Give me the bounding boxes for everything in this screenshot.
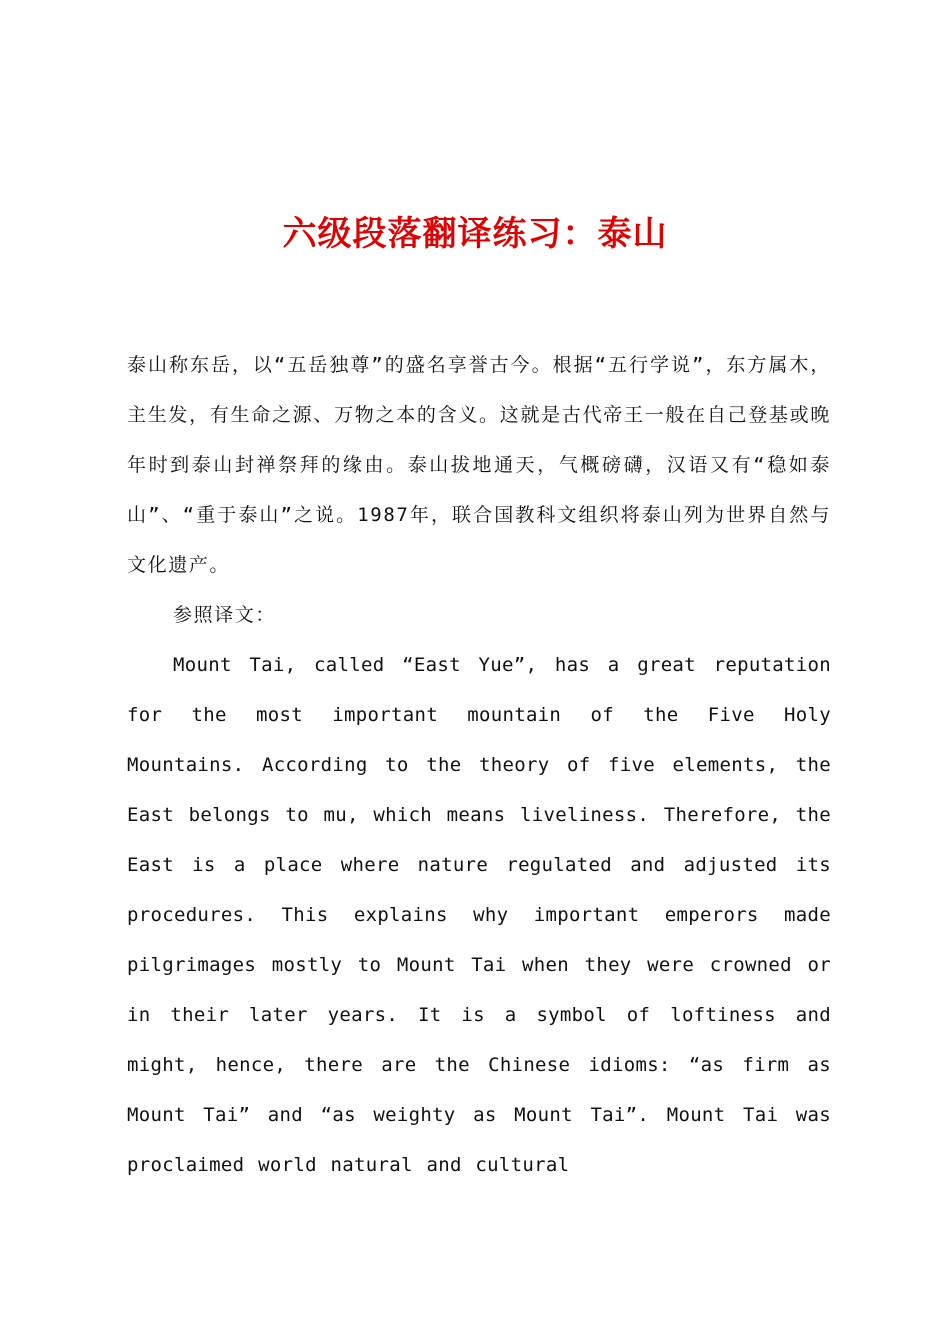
chinese-source-paragraph: 泰山称东岳，以“五岳独尊”的盛名享誉古今。根据“五行学说”，东方属木，主生发，有生命之源、万物之本的含义。这就是古代帝王一般在自己登基或晚年时到泰山封禅祭拜的缘由。泰山拔地通天，气概磅礴，汉语又有“稳如泰山”、“重于泰山”之说。1987年，联合国教科文组织将泰山列为世界自然与文化遗产。 (127, 354, 831, 576)
document-title: 六级段落翻译练习：泰山 (282, 214, 668, 254)
english-translation-paragraph: Mount Tai, called “East Yue”, has a great reputation for the most important mountain of the Five Holy Mountains. According to the theory of five elements, the East belongs to mu, which means liveliness. Therefore, the East is a place where nature regulated and adjusted its procedures. This explains why important emperors made pilgrimages mostly to Mount Tai when they were crowned or in their later years. It is a symbol of loftiness and might, hence, there are the Chinese idioms: “as firm as Mount Tai” and “as weighty as Mount Tai”. Mount Tai was proclaimed world natural and cultural (127, 654, 831, 1176)
reference-translation-label: 参照译文： (173, 604, 277, 626)
document-body (127, 340, 831, 1190)
